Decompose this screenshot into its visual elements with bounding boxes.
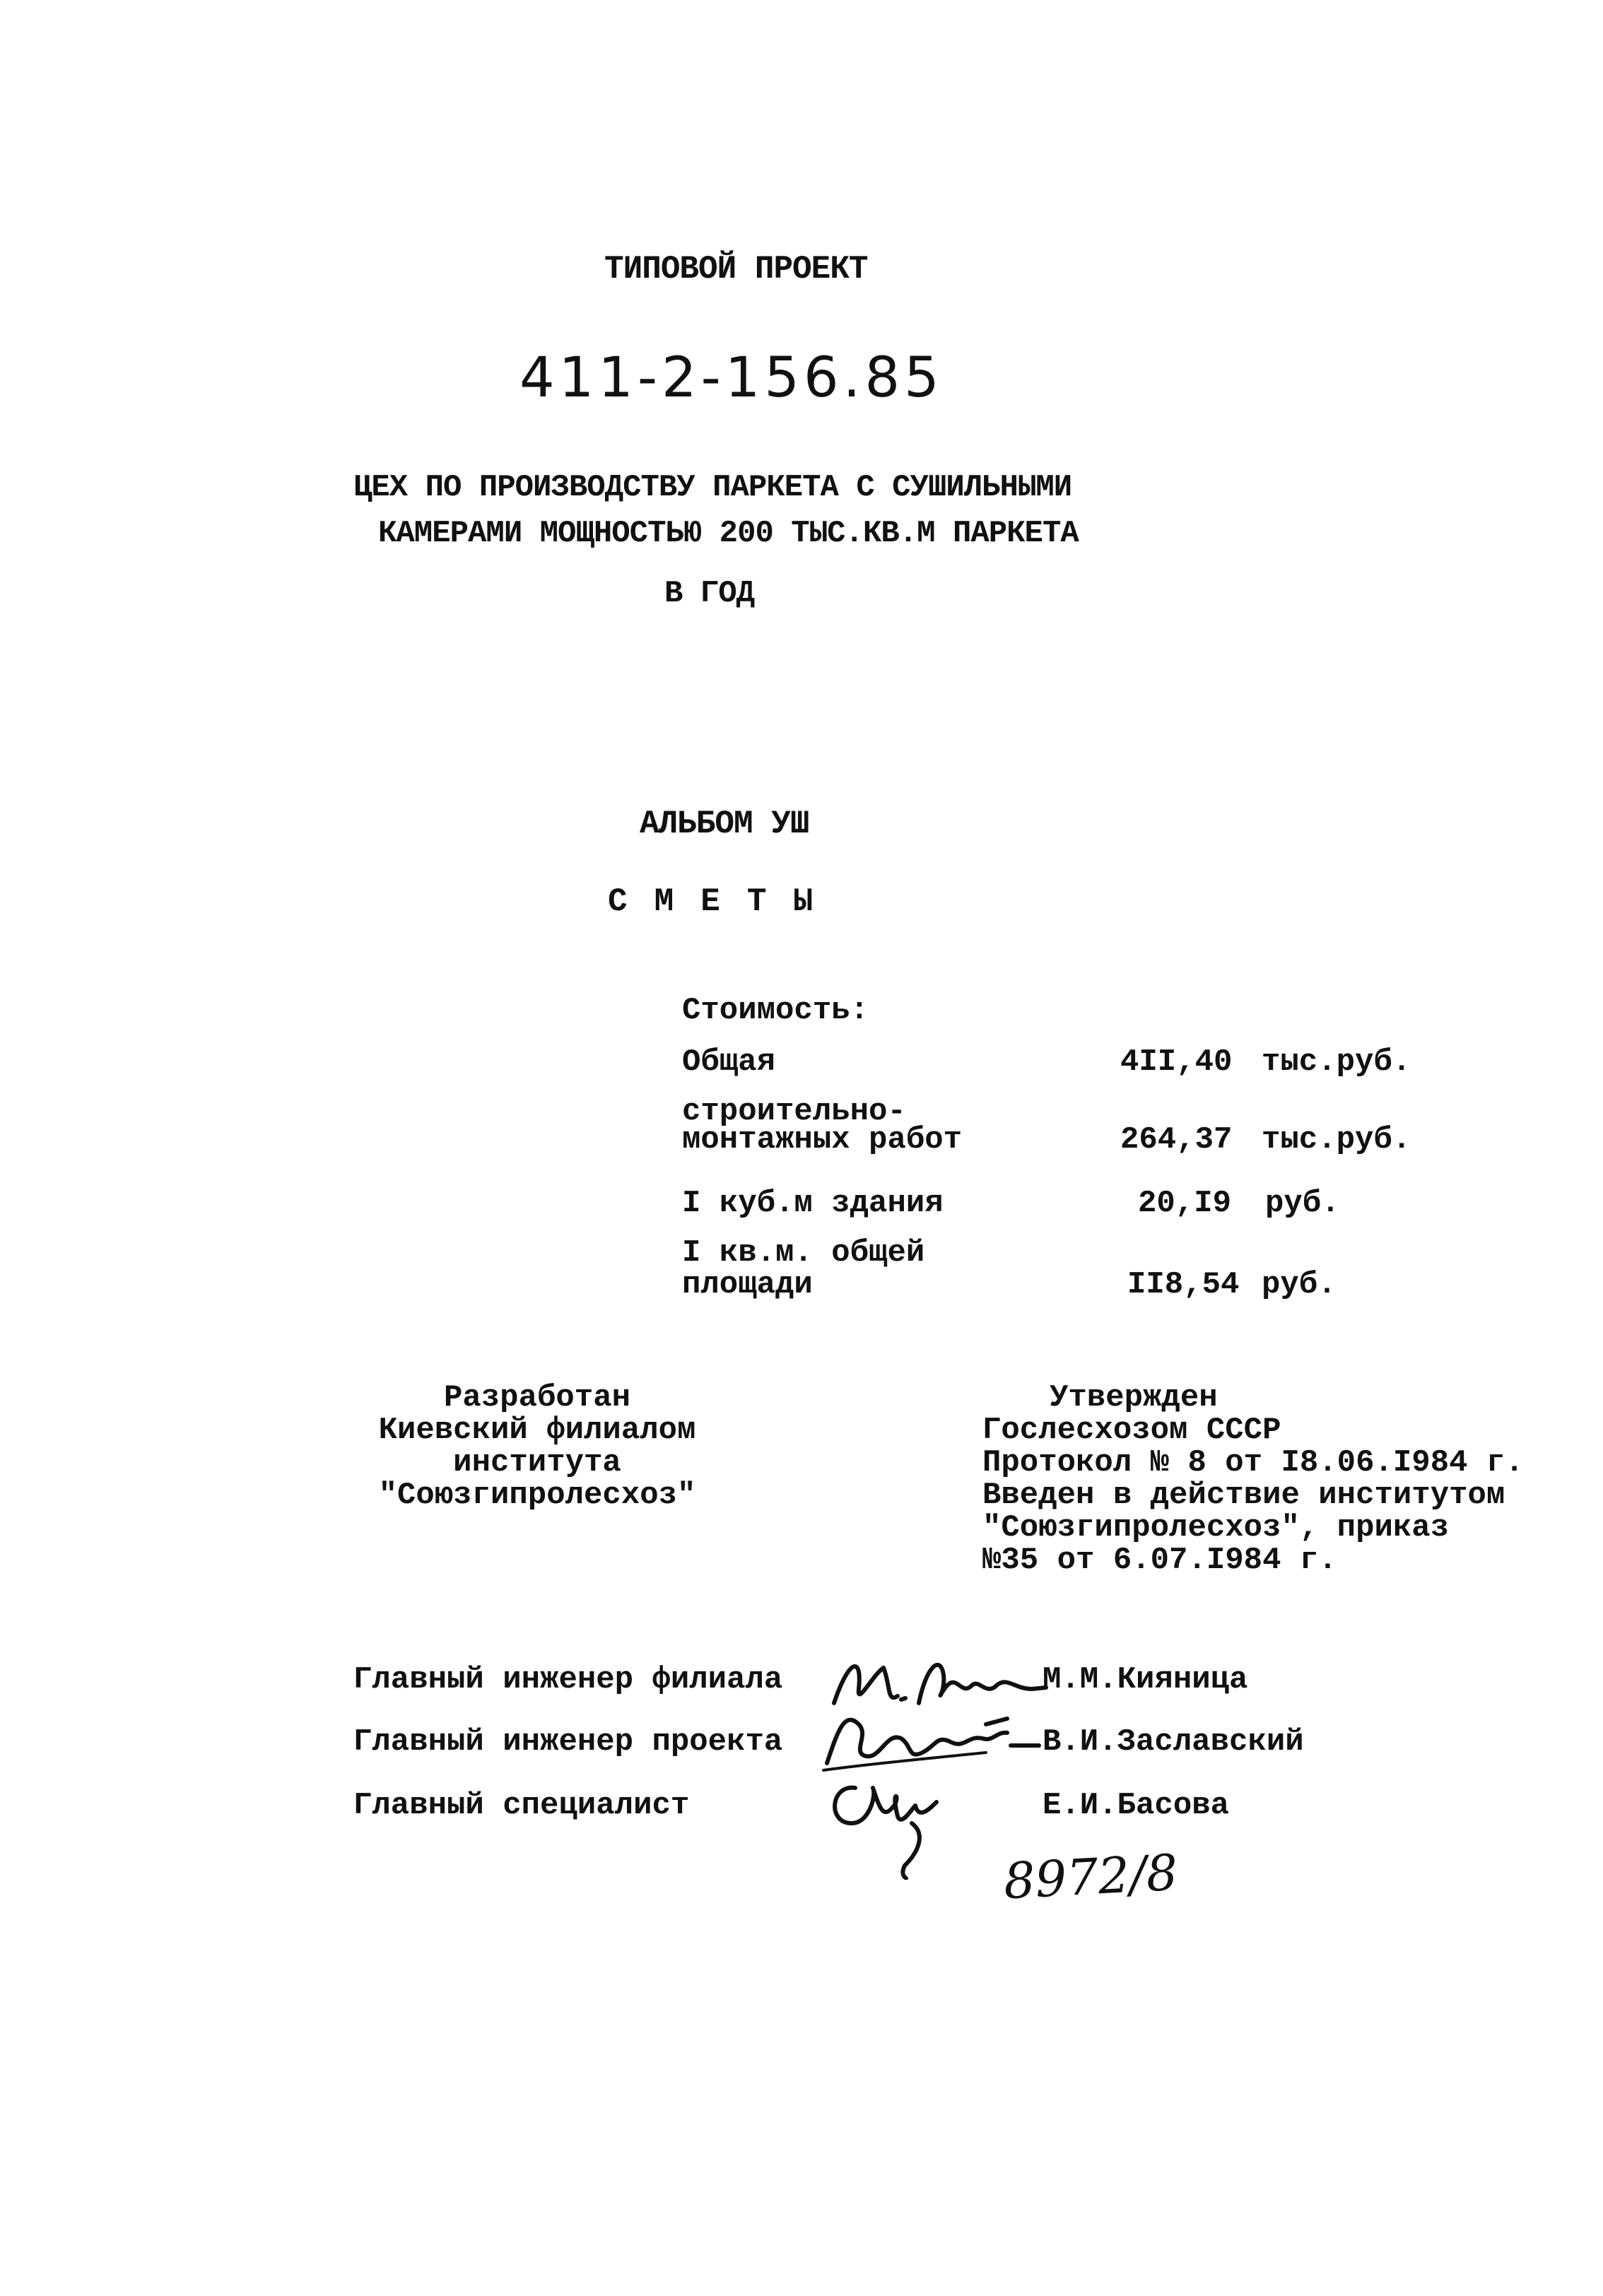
signature-3-icon bbox=[813, 1767, 954, 1880]
developed-line: Киевский филиалом bbox=[378, 1413, 696, 1448]
project-title-line-1: ЦЕХ ПО ПРОИЗВОДСТВУ ПАРКЕТА С СУШИЛЬНЫМИ bbox=[353, 470, 1072, 505]
cost-row-label: I кв.м. общей bbox=[682, 1235, 925, 1271]
approved-line: Введен в действие институтом bbox=[982, 1478, 1505, 1513]
project-title-line-3: В ГОД bbox=[664, 576, 755, 611]
approved-line: Гослесхозом СССР bbox=[982, 1413, 1281, 1448]
signatory-role: Главный инженер проекта bbox=[353, 1724, 783, 1760]
cost-row-label: строительно- bbox=[682, 1094, 906, 1129]
signatory-name: М.М.Кияница bbox=[1043, 1662, 1248, 1697]
signatory-name: Е.И.Басова bbox=[1043, 1788, 1230, 1823]
approved-block bbox=[982, 1382, 1524, 1577]
handwritten-number: 8972/8 bbox=[1002, 1843, 1180, 1911]
cost-row-label-continued: монтажных работ bbox=[682, 1122, 963, 1158]
cost-row-value: 4II,40 bbox=[1120, 1044, 1233, 1080]
developed-by-block bbox=[339, 1382, 735, 1512]
project-kind: ТИПОВОЙ ПРОЕКТ bbox=[604, 251, 868, 288]
cost-row-unit: тыс.руб. bbox=[1262, 1044, 1411, 1080]
section-title: СМЕТЫ bbox=[608, 883, 840, 920]
project-title-line-2: КАМЕРАМИ МОЩНОСТЬЮ 200 ТЫС.КВ.М ПАРКЕТА bbox=[378, 516, 1079, 551]
cost-row-label: Общая bbox=[682, 1044, 776, 1080]
developed-line: института bbox=[453, 1445, 621, 1480]
approved-line: "Союзгипролесхоз", приказ bbox=[982, 1510, 1450, 1546]
cost-row-unit: руб. bbox=[1265, 1186, 1340, 1221]
cost-row-unit: тыс.руб. bbox=[1262, 1122, 1411, 1158]
developed-line: Разработан bbox=[443, 1380, 631, 1415]
cost-row-value: 20,I9 bbox=[1138, 1186, 1232, 1221]
cost-row-unit: руб. bbox=[1262, 1267, 1337, 1302]
signatory-role: Главный инженер филиала bbox=[353, 1662, 783, 1697]
cost-row-value: 264,37 bbox=[1120, 1122, 1233, 1158]
cost-row-value: II8,54 bbox=[1127, 1267, 1240, 1302]
album-label: АЛЬБОМ УШ bbox=[640, 806, 809, 842]
signatory-name: В.И.Заславский bbox=[1043, 1724, 1304, 1760]
signatory-role: Главный специалист bbox=[353, 1788, 690, 1823]
cost-row-label: I куб.м здания bbox=[682, 1186, 944, 1221]
developed-line: "Союзгипролесхоз" bbox=[378, 1478, 696, 1513]
approved-line: Утвержден bbox=[1050, 1380, 1218, 1415]
project-number: 411-2-156.85 bbox=[519, 346, 944, 410]
approved-line: Протокол № 8 от I8.06.I984 г. bbox=[982, 1445, 1524, 1480]
cost-row-label-continued: площади bbox=[682, 1267, 813, 1302]
cost-heading: Стоимость: bbox=[682, 993, 869, 1028]
approved-line: №35 от 6.07.I984 г. bbox=[982, 1543, 1337, 1578]
